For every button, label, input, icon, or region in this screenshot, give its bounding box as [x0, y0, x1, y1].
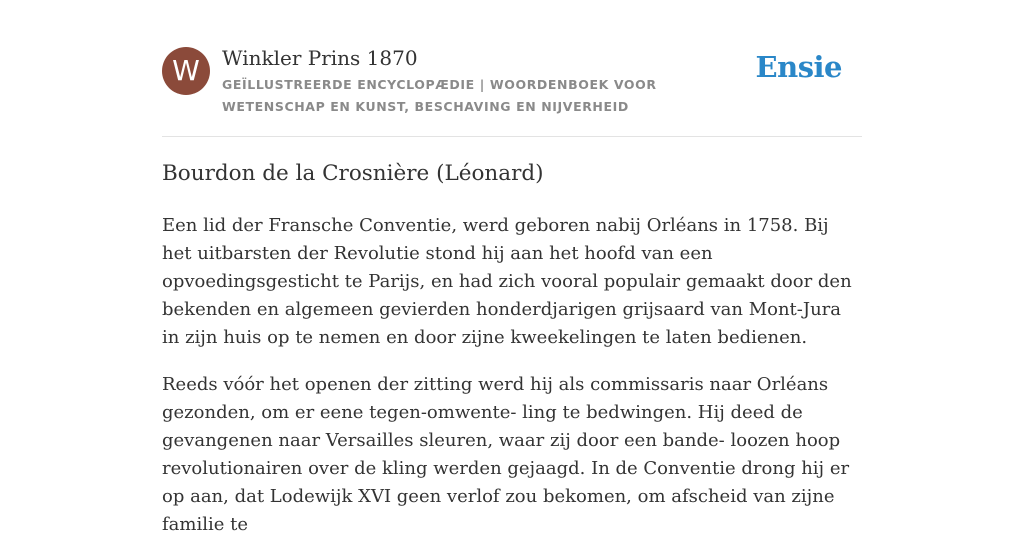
- source-header: [162, 44, 862, 137]
- article: [162, 156, 862, 539]
- source-info: [222, 44, 762, 118]
- ensie-logo[interactable]: Ensie: [755, 50, 842, 84]
- source-subtitle: GEÏLLUSTREERDE ENCYCLOPÆDIE | WOORDENBOEK VOOR WETENSCHAP EN KUNST, BESCHAVING EN NIJVERHEID: [222, 77, 657, 114]
- source-avatar[interactable]: W: [162, 47, 210, 95]
- article-title: Bourdon de la Crosnière (Léonard): [162, 161, 544, 186]
- source-title-link[interactable]: Winkler Prins 1870: [222, 46, 418, 70]
- article-paragraph: Een lid der Fransche Conventie, werd geboren nabij Orléans in 1758. Bij het uitbarsten der Revolutie stond hij aan het hoofd van een opvoedingsgesticht te Parijs, en had zich vooral populair gemaakt door den bekenden en algemeen gevierden honderdjarigen grijsaard van Mont-Jura in zijn huis op te nemen en door zijne kweekelingen te laten bedienen.: [162, 215, 852, 348]
- article-paragraph: Reeds vóór het openen der zitting werd hij als commissaris naar Orléans gezonden, om er eene tegen-omwente- ling te bedwingen. Hij deed de gevangenen naar Versailles sleuren, waar zij door een bande- loozen hoop revolutionairen over de kling werden gejaagd. In de Conventie drong hij er op aan, dat Lodewijk XVI geen verlof zou bekomen, om afscheid van zijne familie te: [162, 374, 850, 535]
